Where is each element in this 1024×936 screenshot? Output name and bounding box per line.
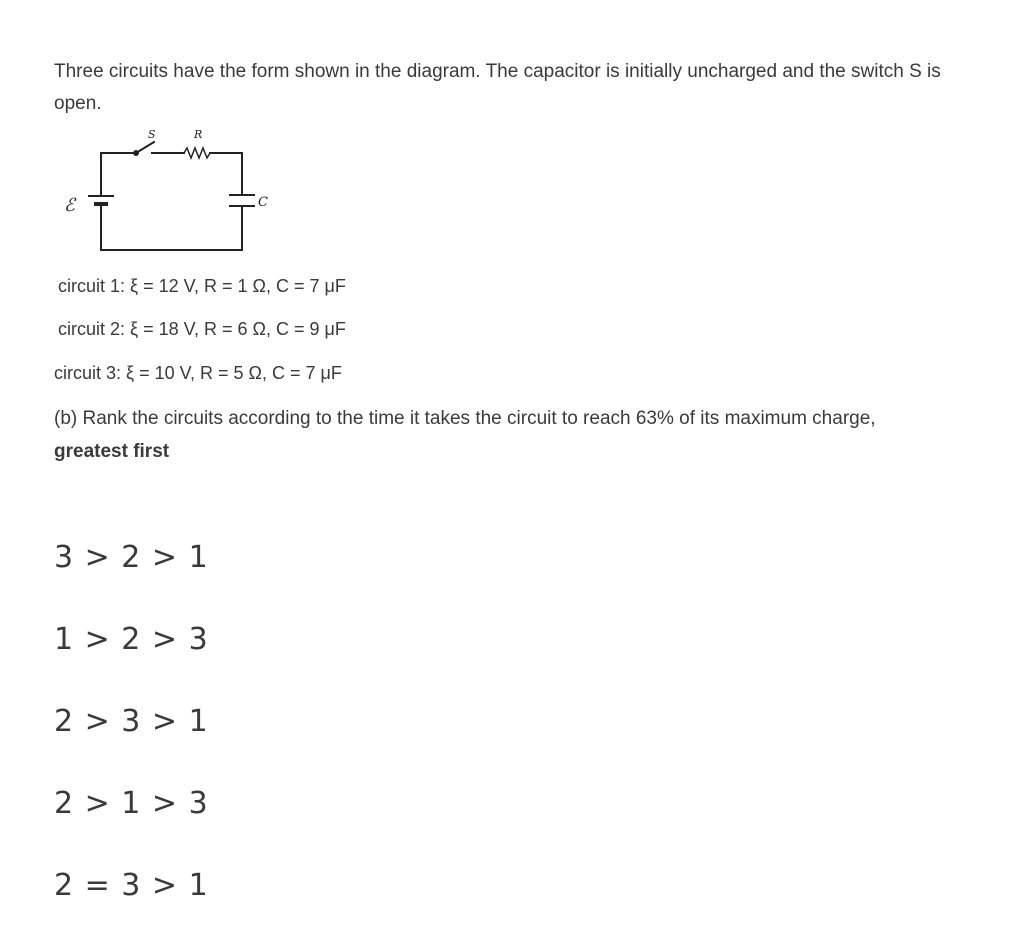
circuit-diagram xyxy=(56,124,286,264)
question-prompt xyxy=(54,402,974,468)
answer-option-4[interactable]: 2 > 1 > 3 xyxy=(54,786,209,821)
question-emphasis: greatest first xyxy=(54,441,170,462)
circuit-2-spec: circuit 2: ξ = 18 V, R = 6 Ω, C = 9 μF xyxy=(58,319,346,339)
answer-option-1[interactable]: 3 > 2 > 1 xyxy=(54,540,209,575)
question-text: (b) Rank the circuits according to the time it takes the circuit to reach 63% of its maximum charge, xyxy=(54,408,876,429)
resistor-label: R xyxy=(194,128,203,141)
switch-label: S xyxy=(148,128,156,141)
intro-text: Three circuits have the form shown in the diagram. The capacitor is initially uncharged and the switch S is open. xyxy=(54,61,941,114)
answer-option-2[interactable]: 1 > 2 > 3 xyxy=(54,622,209,657)
circuit-1-spec: circuit 1: ξ = 12 V, R = 1 Ω, C = 7 μF xyxy=(58,276,346,296)
circuit-3-spec: circuit 3: ξ = 10 V, R = 5 Ω, C = 7 μF xyxy=(54,363,342,383)
emf-label: ℰ xyxy=(64,195,75,216)
capacitor-label: C xyxy=(258,195,268,210)
answer-option-3[interactable]: 2 > 3 > 1 xyxy=(54,704,209,739)
answer-option-5[interactable]: 2 = 3 > 1 xyxy=(54,868,209,903)
